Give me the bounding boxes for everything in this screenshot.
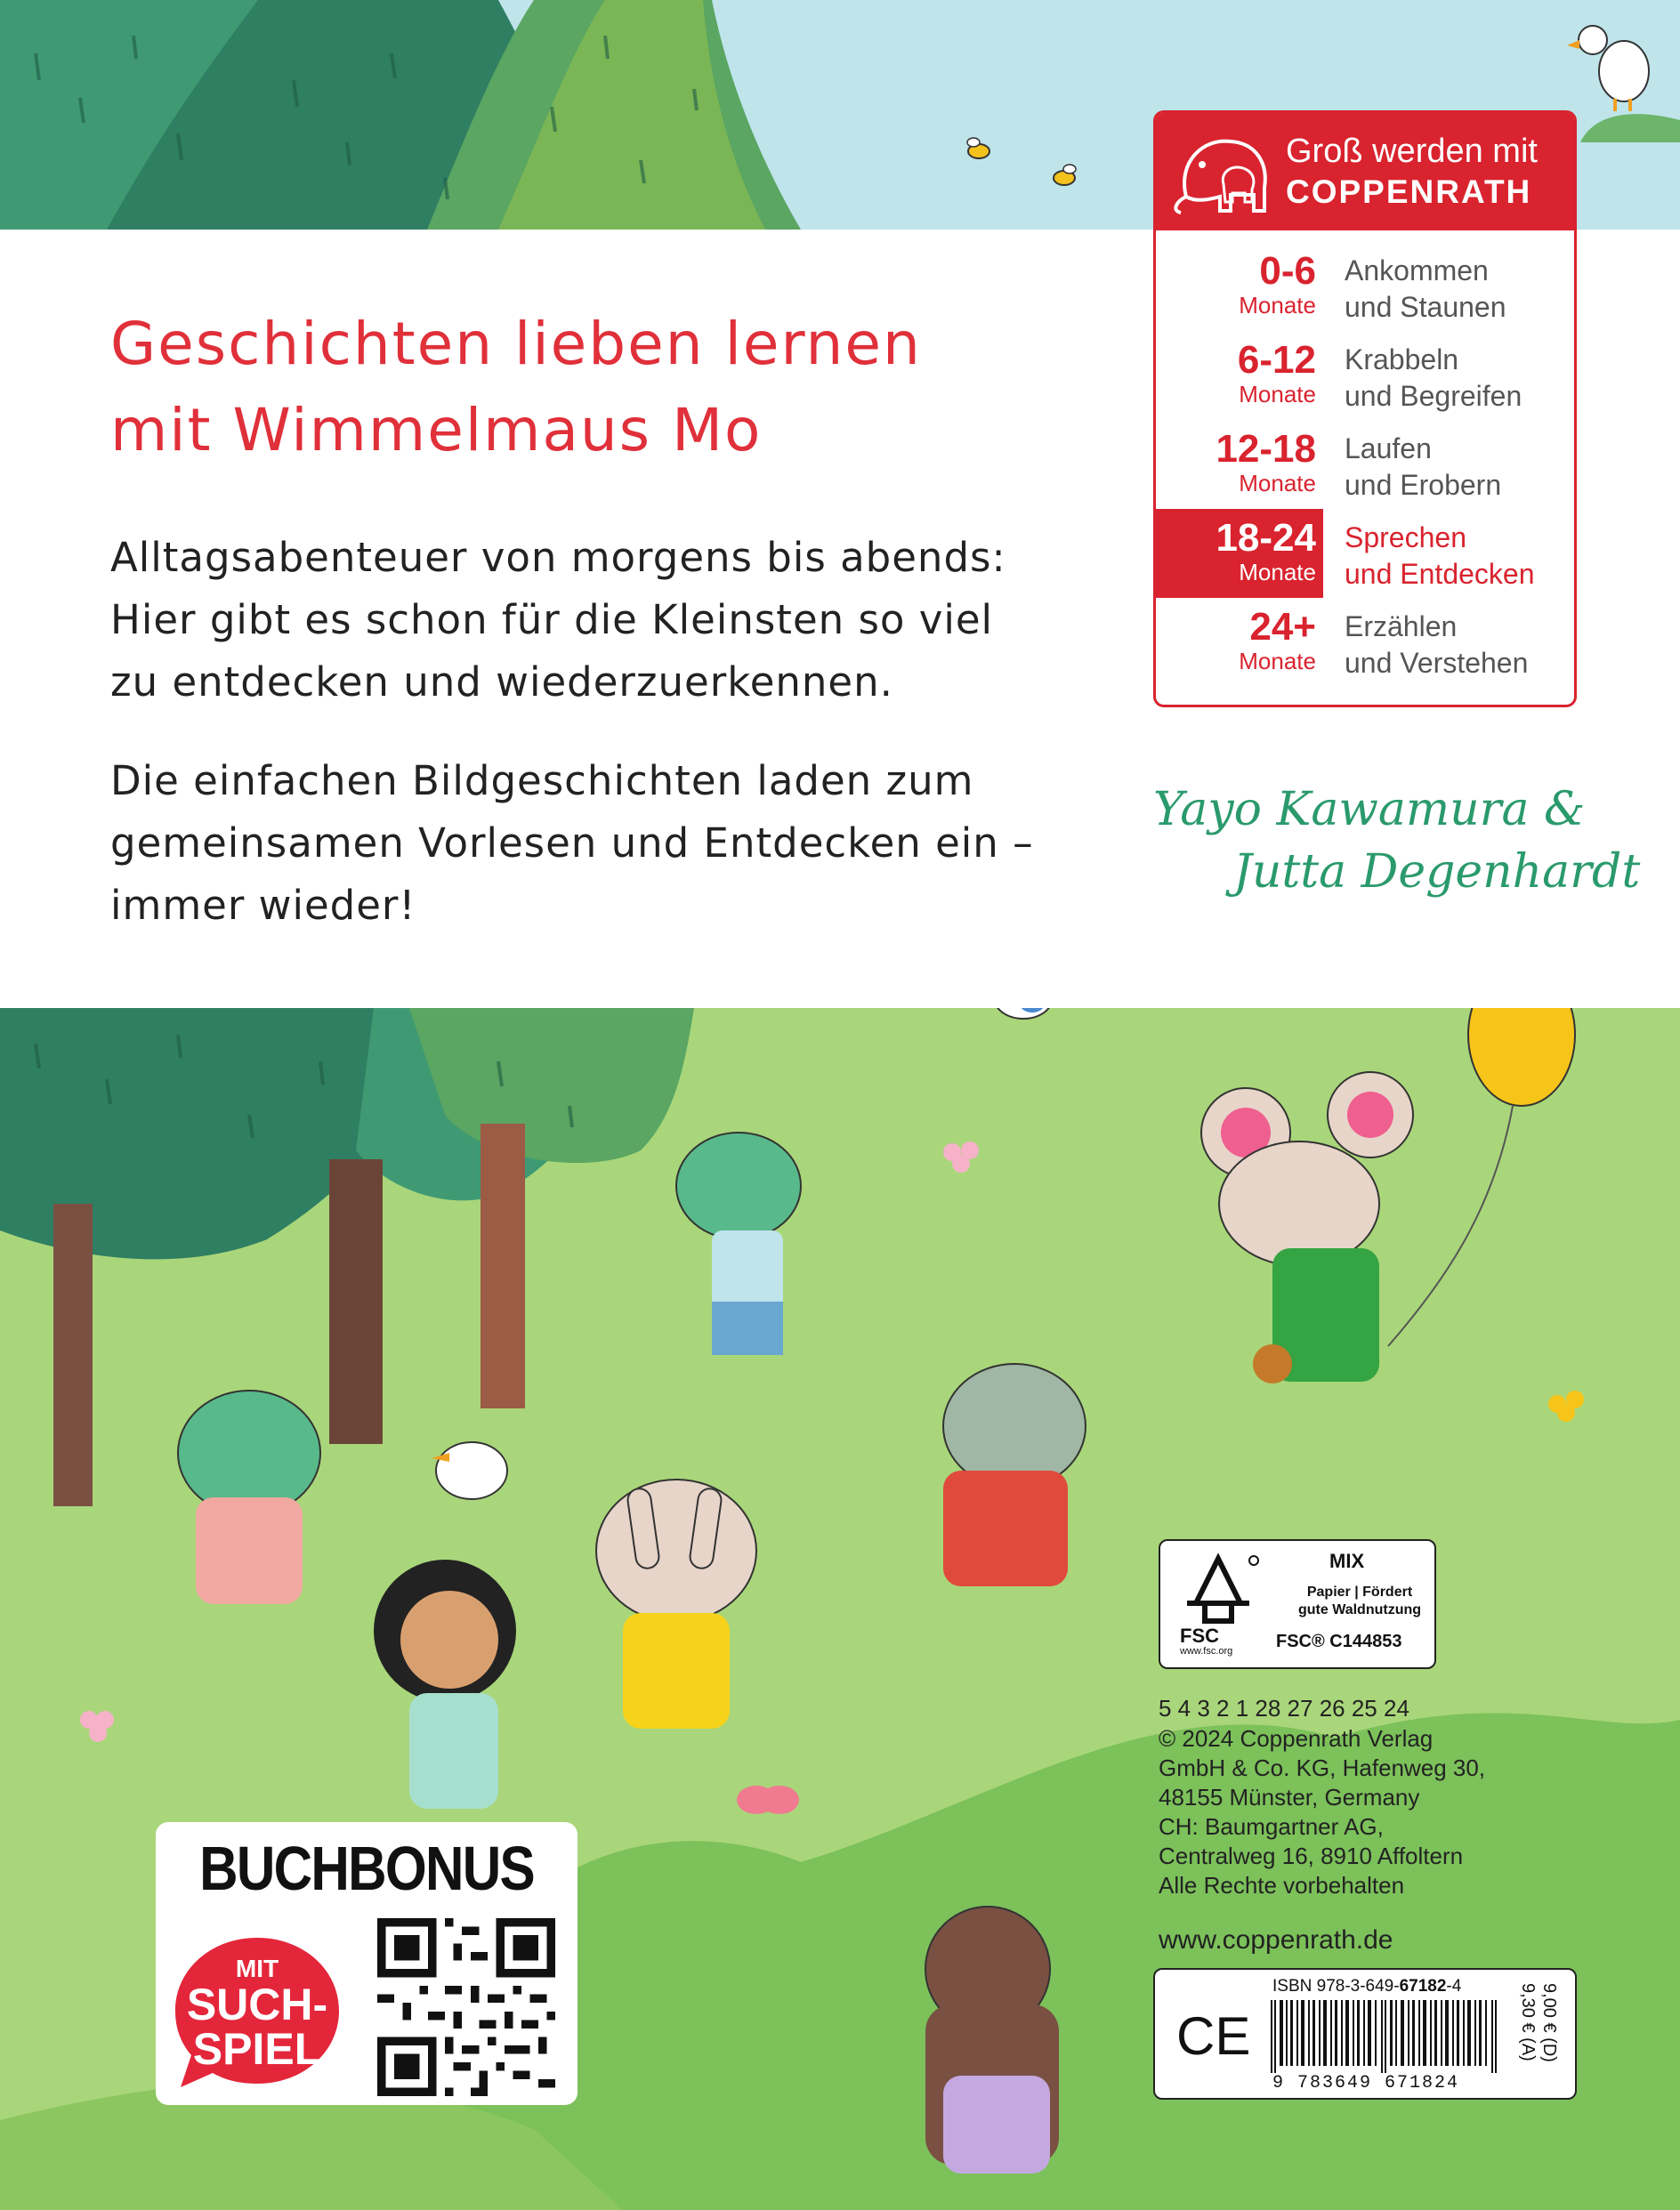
fsc-desc — [1288, 1584, 1431, 1619]
ce-mark: CE — [1176, 2006, 1251, 2066]
age-range: 0-6 — [1259, 249, 1316, 293]
fsc-label — [1159, 1539, 1436, 1669]
bee-icon — [1054, 165, 1076, 185]
age-desc-line: Laufen — [1345, 432, 1432, 464]
imprint-line: © 2024 Coppenrath Verlag — [1159, 1725, 1434, 1752]
headline-line-2: mit Wimmelmaus Mo — [110, 396, 763, 464]
imprint-line: 48155 Münster, Germany — [1159, 1784, 1420, 1811]
age-range: 12-18 — [1216, 427, 1316, 471]
age-desc-line: und Begreifen — [1345, 380, 1522, 412]
website-link[interactable]: www.coppenrath.de — [1159, 1925, 1393, 1955]
isbn — [1272, 1977, 1461, 1996]
age-row — [1156, 331, 1574, 420]
intro-line: Die einfachen Bildgeschichten laden zum — [110, 757, 974, 804]
fsc-site: www.fsc.org — [1180, 1646, 1233, 1657]
bunny-character — [596, 1480, 756, 1729]
age-row — [1156, 242, 1574, 331]
frog-character — [178, 1391, 320, 1604]
isbn-prefix: ISBN 978-3-649- — [1272, 1977, 1400, 1996]
flower-icon — [1548, 1391, 1584, 1422]
mouse-character — [1201, 1072, 1413, 1383]
age-desc-line: Ankommen — [1345, 254, 1489, 286]
intro-line: gemeinsamen Vorlesen und Entdecken ein – — [110, 819, 1034, 867]
yellow-balloon — [1388, 1008, 1575, 1346]
age-description — [1345, 342, 1522, 415]
age-unit: Monate — [1239, 381, 1316, 407]
flower-icon — [943, 1141, 979, 1173]
barcode-digits: 9 783649 671824 — [1272, 2073, 1460, 2093]
frog-character — [676, 1133, 801, 1355]
age-desc-line: und Entdecken — [1345, 558, 1535, 590]
cat-character — [943, 1364, 1086, 1586]
intro-paragraph-2 — [110, 750, 1125, 937]
intro-line: zu entdecken und wiederzuerkennen. — [110, 658, 893, 706]
age-range: 18-24 — [1216, 516, 1316, 560]
qr-code[interactable] — [373, 1918, 560, 2096]
badge-line: SPIEL — [192, 2024, 322, 2074]
age-description — [1345, 431, 1501, 504]
author-signature-2: Jutta Degenhardt — [1233, 845, 1641, 899]
price-at: 9,30 € (A) — [1518, 1983, 1538, 2061]
age-row — [1156, 598, 1574, 687]
author-signature-1: Yayo Kawamura & — [1153, 783, 1586, 836]
age-desc-line: und Staunen — [1345, 291, 1506, 323]
headline-line-1: Geschichten lieben lernen — [110, 310, 922, 378]
flower-icon — [80, 1711, 114, 1742]
age-box-title-2: COPPENRATH — [1286, 173, 1532, 210]
imprint-line: Alle Rechte vorbehalten — [1159, 1872, 1405, 1899]
age-description — [1345, 520, 1535, 593]
intro-line: immer wieder! — [110, 882, 416, 929]
intro-line: Hier gibt es schon für die Kleinsten so viel — [110, 596, 994, 643]
age-range: 24+ — [1249, 605, 1316, 649]
bird-icon — [995, 1008, 1052, 1019]
imprint-block — [1159, 1724, 1657, 1900]
age-unit: Monate — [1239, 470, 1316, 496]
age-unit: Monate — [1239, 559, 1316, 585]
isbn-bold: 67182 — [1399, 1977, 1447, 1996]
imprint-line: Centralweg 16, 8910 Affoltern — [1159, 1843, 1464, 1869]
age-row — [1156, 420, 1574, 509]
fsc-code: FSC® C144853 — [1276, 1632, 1402, 1651]
barcode-box — [1153, 1968, 1577, 2100]
imprint-line: GmbH & Co. KG, Hafenweg 30, — [1159, 1754, 1486, 1781]
badge-text — [168, 1955, 346, 2074]
child-character — [374, 1560, 516, 1809]
badge-line: MIT — [235, 1955, 279, 1982]
intro-paragraph-1 — [110, 527, 1125, 714]
price-de: 9,00 € (D) — [1539, 1983, 1559, 2062]
price-block — [1507, 1977, 1575, 2093]
age-desc-line: Erzählen — [1345, 610, 1458, 642]
age-box-header — [1156, 113, 1574, 230]
age-unit: Monate — [1239, 292, 1316, 319]
fsc-desc-line: Papier | Fördert — [1306, 1585, 1413, 1600]
isbn-suffix: -4 — [1446, 1977, 1462, 1996]
age-range: 6-12 — [1237, 338, 1316, 382]
imprint-line: CH: Baumgartner AG, — [1159, 1813, 1384, 1840]
print-run: 5 4 3 2 1 28 27 26 25 24 — [1159, 1695, 1409, 1722]
butterfly-icon — [737, 1786, 799, 1814]
headline — [110, 301, 1089, 473]
age-desc-line: Sprechen — [1345, 521, 1466, 553]
age-box-title-1: Groß werden mit — [1286, 133, 1538, 170]
fsc-desc-line: gute Waldnutzung — [1297, 1602, 1422, 1617]
age-description — [1345, 253, 1506, 326]
price-rotated — [1517, 1983, 1560, 2099]
bee-icon — [967, 138, 989, 158]
seagull-icon — [432, 1442, 507, 1499]
bear-character — [925, 1907, 1059, 2174]
seagull-icon — [1567, 26, 1649, 111]
barcode-bars — [1269, 2000, 1509, 2073]
fsc-mix: MIX — [1329, 1550, 1365, 1572]
badge-line: SUCH- — [186, 1980, 328, 2029]
age-desc-line: Krabbeln — [1345, 343, 1459, 375]
fsc-logo-text: FSC — [1180, 1625, 1219, 1647]
age-unit: Monate — [1239, 648, 1316, 674]
age-row-active — [1156, 509, 1574, 598]
intro-line: Alltagsabenteuer von morgens bis abends: — [110, 534, 1006, 581]
buchbonus-title: BUCHBONUS — [199, 1834, 534, 1903]
buchbonus-box — [156, 1822, 578, 2105]
elephant-logo-icon — [1168, 125, 1279, 218]
age-desc-line: und Verstehen — [1345, 647, 1529, 679]
age-series-box — [1153, 110, 1577, 707]
age-desc-line: und Erobern — [1345, 469, 1502, 501]
age-description — [1345, 609, 1528, 682]
